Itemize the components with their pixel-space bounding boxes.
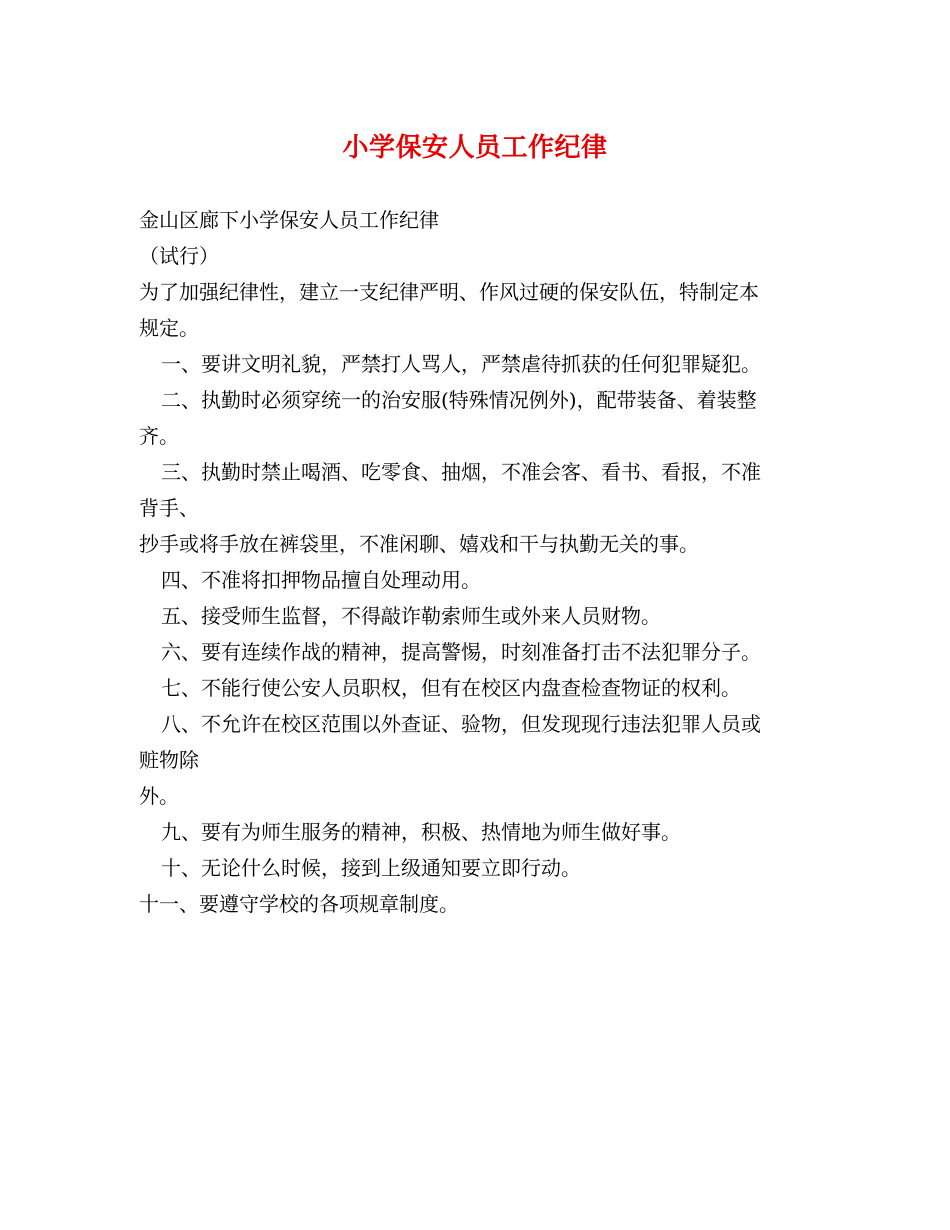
- body-line: 六、要有连续作战的精神，提高警惕，时刻准备打击不法犯罪分子。: [161, 640, 761, 664]
- body-line: 九、要有为师生服务的精神，积极、热情地为师生做好事。: [161, 820, 681, 844]
- body-line: 五、接受师生监督，不得敲诈勒索师生或外来人员财物。: [161, 604, 661, 628]
- body-line: 十一、要遵守学校的各项规章制度。: [139, 892, 459, 916]
- body-line: 二、执勤时必须穿统一的治安服(特殊情况例外)，配带装备、着装整: [161, 388, 757, 412]
- body-line: 规定。: [139, 316, 199, 340]
- body-line: 抄手或将手放在裤袋里，不准闲聊、嬉戏和干与执勤无关的事。: [139, 532, 699, 556]
- body-line: 四、不准将扣押物品擅自处理动用。: [161, 568, 481, 592]
- body-line: 背手、: [139, 496, 199, 520]
- document-body: [139, 202, 819, 922]
- body-line: 为了加强纪律性，建立一支纪律严明、作风过硬的保安队伍，特制定本: [139, 280, 759, 304]
- body-line: （试行）: [139, 244, 219, 268]
- body-line: 三、执勤时禁止喝酒、吃零食、抽烟，不准会客、看书、看报，不准: [161, 460, 761, 484]
- body-line: 齐。: [139, 424, 179, 448]
- document-title: 小学保安人员工作纪律: [342, 133, 608, 163]
- body-line: 金山区廊下小学保安人员工作纪律: [139, 208, 439, 232]
- body-line: 一、要讲文明礼貌，严禁打人骂人，严禁虐待抓获的任何犯罪疑犯。: [161, 352, 761, 376]
- body-line: 外。: [139, 784, 179, 808]
- body-line: 八、不允许在校区范围以外查证、验物，但发现现行违法犯罪人员或: [161, 712, 761, 736]
- body-line: 赃物除: [139, 748, 199, 772]
- body-line: 十、无论什么时候，接到上级通知要立即行动。: [161, 856, 581, 880]
- body-line: 七、不能行使公安人员职权，但有在校区内盘查检查物证的权利。: [161, 676, 741, 700]
